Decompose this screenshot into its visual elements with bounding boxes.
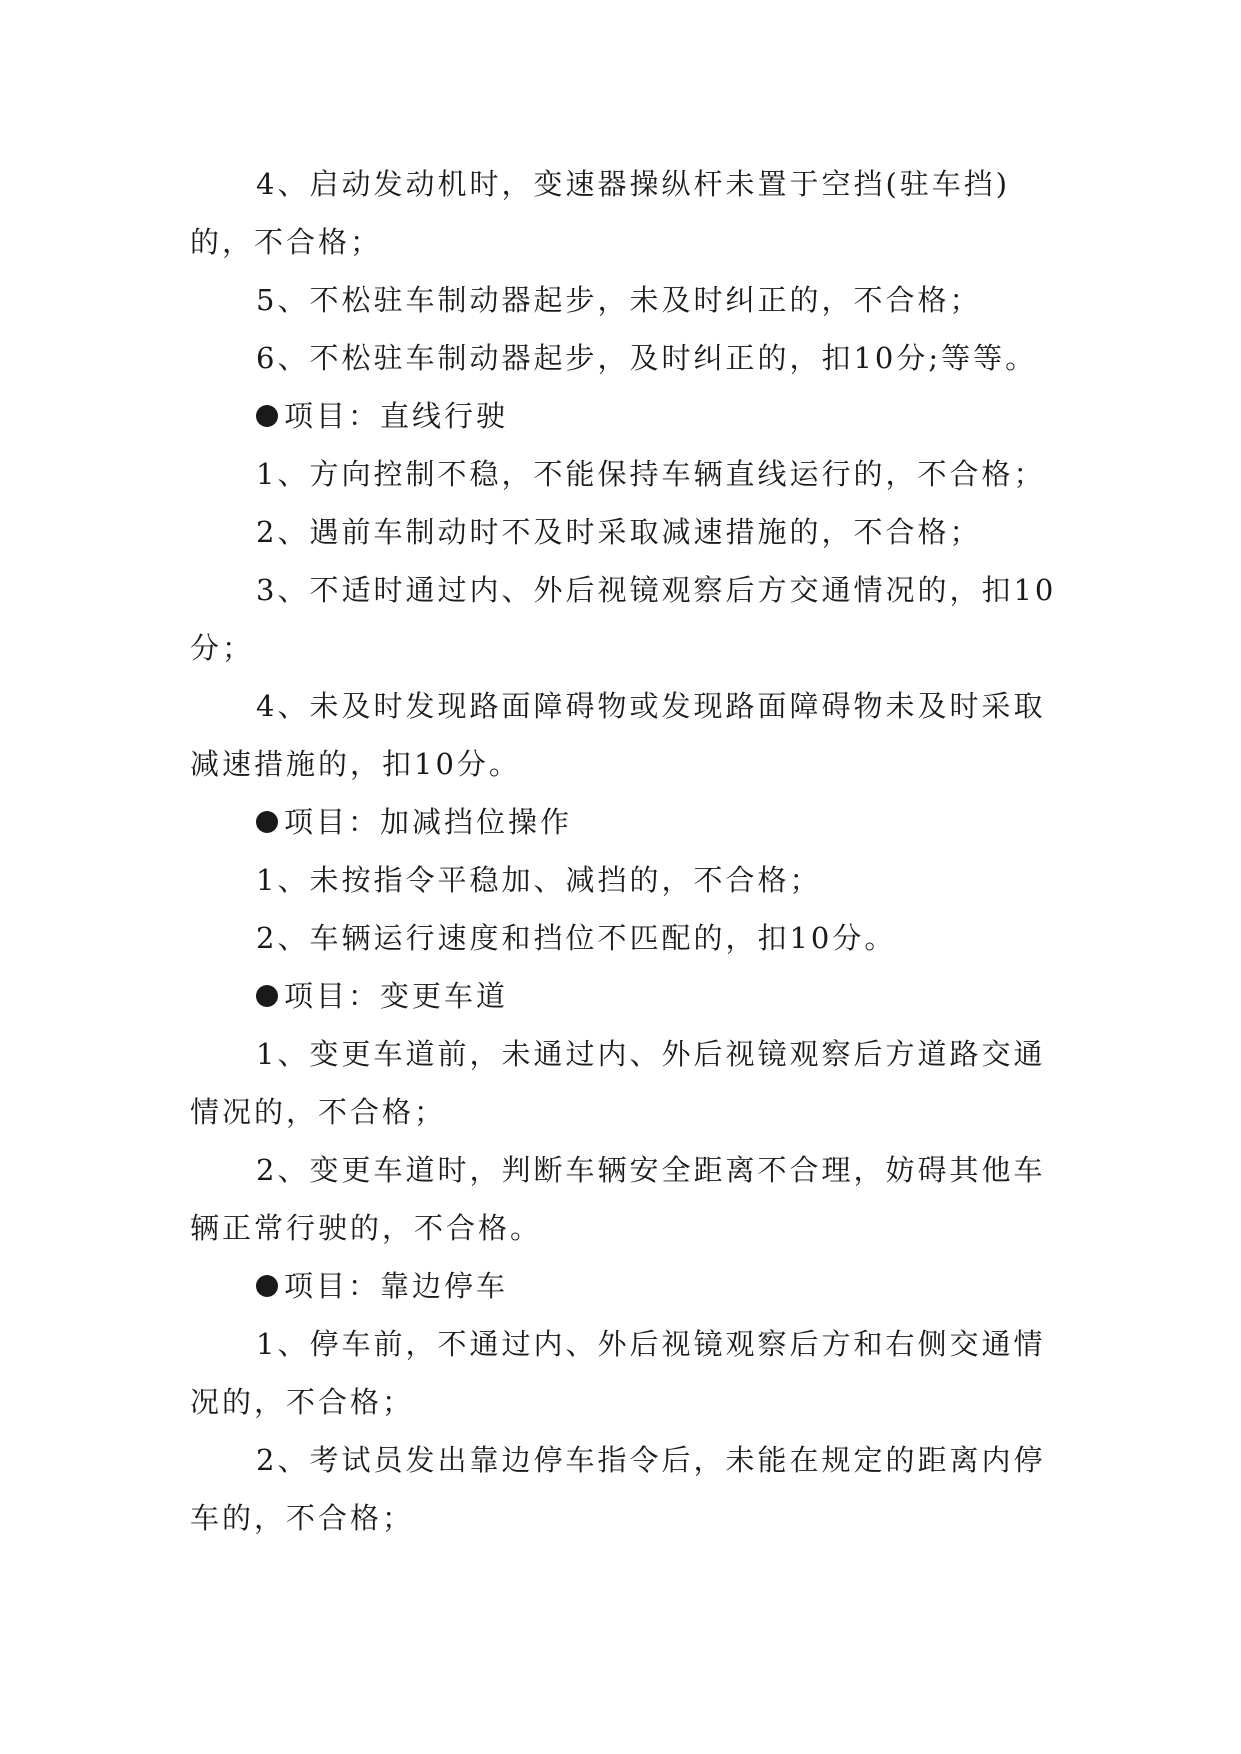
bullet-icon <box>256 985 278 1007</box>
bullet-icon <box>256 1275 278 1297</box>
rule-item: 1、方向控制不稳，不能保持车辆直线运行的，不合格； <box>256 457 1046 491</box>
section-heading-label: 项目：加减挡位操作 <box>284 805 573 839</box>
section-heading-label: 项目：变更车道 <box>284 979 509 1013</box>
document-body <box>190 155 1070 1547</box>
rule-item: 4、启动发动机时，变速器操纵杆未置于空挡(驻车挡)的，不合格； <box>190 167 1011 259</box>
section-heading-label: 项目：直线行驶 <box>284 399 509 433</box>
rule-item: 5、不松驻车制动器起步，未及时纠正的，不合格； <box>256 283 982 317</box>
rule-item: 2、遇前车制动时不及时采取减速措施的，不合格； <box>256 515 982 549</box>
rule-item: 1、未按指令平稳加、减挡的，不合格； <box>256 863 822 897</box>
rule-item: 6、不松驻车制动器起步，及时纠正的，扣10分;等等。 <box>256 341 1038 375</box>
section-heading-gear-shifting <box>190 793 1070 851</box>
rule-item: 1、停车前，不通过内、外后视镜观察后方和右侧交通情况的，不合格； <box>190 1327 1046 1419</box>
rule-item: 3、不适时通过内、外后视镜观察后方交通情况的，扣10分； <box>190 573 1057 665</box>
rule-item: 4、未及时发现路面障碍物或发现路面障碍物未及时采取减速措施的，扣10分。 <box>190 689 1046 781</box>
rule-item: 2、变更车道时，判断车辆安全距离不合理，妨碍其他车辆正常行驶的，不合格。 <box>190 1153 1046 1245</box>
rule-item: 1、变更车道前，未通过内、外后视镜观察后方道路交通情况的，不合格； <box>190 1037 1046 1129</box>
bullet-icon <box>256 405 278 427</box>
section-heading-lane-change <box>190 967 1070 1025</box>
rule-item: 2、车辆运行速度和挡位不匹配的，扣10分。 <box>256 921 897 955</box>
section-heading-label: 项目：靠边停车 <box>284 1269 509 1303</box>
section-heading-straight-driving <box>190 387 1070 445</box>
bullet-icon <box>256 811 278 833</box>
section-heading-pull-over <box>190 1257 1070 1315</box>
rule-item: 2、考试员发出靠边停车指令后，未能在规定的距离内停车的，不合格； <box>190 1443 1046 1535</box>
